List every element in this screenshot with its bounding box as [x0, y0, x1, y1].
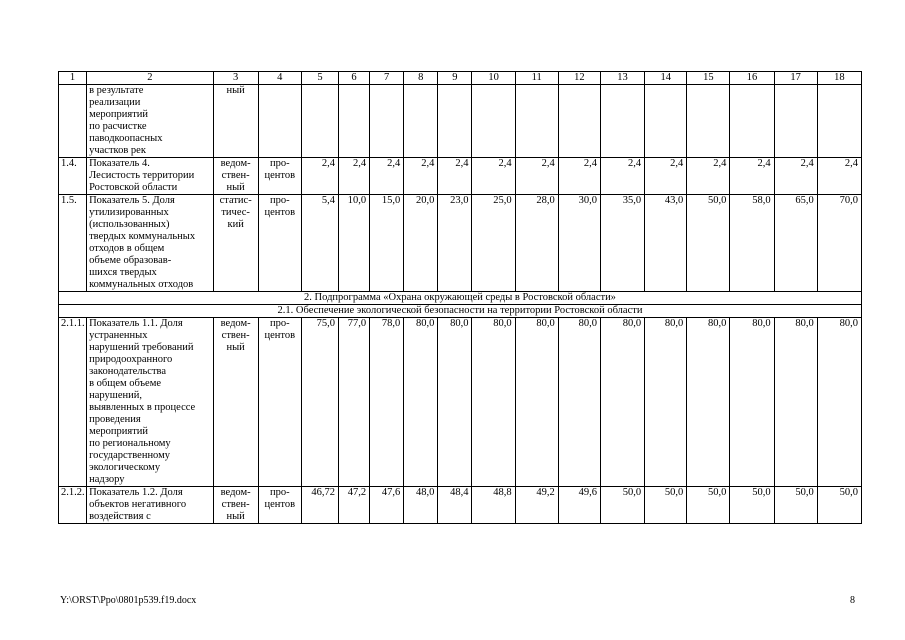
value-cell [730, 85, 774, 158]
subprogram-heading: 2. Подпрограмма «Охрана окружающей среды в Ростовской области» [59, 292, 862, 305]
indicator-name-cell: в результате реализации мероприятий по расчистке паводкоопасных участков рек [87, 85, 213, 158]
value-cell: 23,0 [438, 195, 472, 292]
indicator-name-cell: Показатель 5. Доля утилизированных (использованных) твердых коммунальных отходов в общем объеме образовав- шихся твердых коммунальных отходов [87, 195, 213, 292]
table-row-2-1-2 [59, 487, 862, 524]
value-cell [515, 85, 558, 158]
value-cell [645, 85, 687, 158]
unit-cell: про- центов [258, 158, 301, 195]
value-cell [558, 85, 600, 158]
table-row-1-5 [59, 195, 862, 292]
value-cell: 2,4 [817, 158, 861, 195]
header-cell: 9 [438, 72, 472, 85]
value-cell: 2,4 [301, 158, 338, 195]
header-cell: 2 [87, 72, 213, 85]
value-cell [339, 85, 370, 158]
unit-cell: про- центов [258, 487, 301, 524]
header-cell: 18 [817, 72, 861, 85]
header-cell: 3 [213, 72, 258, 85]
value-cell: 50,0 [774, 487, 817, 524]
header-cell: 17 [774, 72, 817, 85]
row-number-cell: 1.5. [59, 195, 87, 292]
value-cell: 50,0 [687, 195, 730, 292]
value-cell: 30,0 [558, 195, 600, 292]
page-number: 8 [850, 595, 855, 606]
header-cell: 7 [370, 72, 404, 85]
value-cell [370, 85, 404, 158]
value-cell: 80,0 [558, 318, 600, 487]
value-cell: 2,4 [600, 158, 644, 195]
source-cell: ведом- ствен- ный [213, 158, 258, 195]
table-row-continuation [59, 85, 862, 158]
value-cell: 2,4 [645, 158, 687, 195]
value-cell: 80,0 [438, 318, 472, 487]
header-cell: 1 [59, 72, 87, 85]
unit-cell: про- центов [258, 318, 301, 487]
section-heading-row [59, 305, 862, 318]
value-cell: 65,0 [774, 195, 817, 292]
section-heading-row [59, 292, 862, 305]
value-cell: 80,0 [774, 318, 817, 487]
value-cell: 47,6 [370, 487, 404, 524]
value-cell: 2,4 [404, 158, 438, 195]
value-cell: 80,0 [600, 318, 644, 487]
row-number-cell [59, 85, 87, 158]
header-cell: 12 [558, 72, 600, 85]
value-cell: 80,0 [645, 318, 687, 487]
value-cell: 48,4 [438, 487, 472, 524]
value-cell: 2,4 [472, 158, 515, 195]
value-cell: 2,4 [515, 158, 558, 195]
value-cell: 50,0 [730, 487, 774, 524]
value-cell: 80,0 [472, 318, 515, 487]
source-cell: статис- тичес- кий [213, 195, 258, 292]
value-cell: 70,0 [817, 195, 861, 292]
header-cell: 6 [339, 72, 370, 85]
value-cell: 10,0 [339, 195, 370, 292]
value-cell: 46,72 [301, 487, 338, 524]
value-cell: 2,4 [730, 158, 774, 195]
value-cell: 80,0 [515, 318, 558, 487]
value-cell [301, 85, 338, 158]
value-cell: 43,0 [645, 195, 687, 292]
task-heading: 2.1. Обеспечение экологической безопасности на территории Ростовской области [59, 305, 862, 318]
header-cell: 15 [687, 72, 730, 85]
value-cell [472, 85, 515, 158]
value-cell: 50,0 [817, 487, 861, 524]
value-cell: 35,0 [600, 195, 644, 292]
table-row-2-1-1 [59, 318, 862, 487]
value-cell: 28,0 [515, 195, 558, 292]
value-cell: 5,4 [301, 195, 338, 292]
value-cell: 2,4 [438, 158, 472, 195]
value-cell: 80,0 [817, 318, 861, 487]
value-cell: 80,0 [687, 318, 730, 487]
row-number-cell: 1.4. [59, 158, 87, 195]
indicator-table [58, 71, 862, 524]
value-cell [687, 85, 730, 158]
row-number-cell: 2.1.2. [59, 487, 87, 524]
header-cell: 11 [515, 72, 558, 85]
header-cell: 5 [301, 72, 338, 85]
value-cell: 50,0 [600, 487, 644, 524]
value-cell: 48,8 [472, 487, 515, 524]
value-cell: 77,0 [339, 318, 370, 487]
header-cell: 14 [645, 72, 687, 85]
footer-file-path: Y:\ORST\Ppo\0801p539.f19.docx [60, 595, 197, 606]
value-cell: 2,4 [558, 158, 600, 195]
value-cell: 78,0 [370, 318, 404, 487]
table-row-1-4 [59, 158, 862, 195]
value-cell [404, 85, 438, 158]
value-cell [600, 85, 644, 158]
value-cell: 50,0 [687, 487, 730, 524]
indicator-name-cell: Показатель 4. Лесистость территории Ростовской области [87, 158, 213, 195]
source-cell: ный [213, 85, 258, 158]
value-cell: 49,2 [515, 487, 558, 524]
value-cell: 20,0 [404, 195, 438, 292]
value-cell: 58,0 [730, 195, 774, 292]
value-cell: 80,0 [404, 318, 438, 487]
header-cell: 8 [404, 72, 438, 85]
header-cell: 4 [258, 72, 301, 85]
value-cell: 47,2 [339, 487, 370, 524]
indicator-name-cell: Показатель 1.2. Доля объектов негативного воздействия с [87, 487, 213, 524]
value-cell: 15,0 [370, 195, 404, 292]
value-cell: 48,0 [404, 487, 438, 524]
value-cell: 80,0 [730, 318, 774, 487]
value-cell: 2,4 [339, 158, 370, 195]
source-cell: ведом- ствен- ный [213, 318, 258, 487]
value-cell [774, 85, 817, 158]
header-cell: 10 [472, 72, 515, 85]
value-cell: 49,6 [558, 487, 600, 524]
indicator-name-cell: Показатель 1.1. Доля устраненных нарушений требований природоохранного законодательства в общем объеме нарушений, выявленных в процессе проведения мероприятий по региональному государственному экологическому надзору [87, 318, 213, 487]
header-cell: 16 [730, 72, 774, 85]
value-cell: 50,0 [645, 487, 687, 524]
header-row [59, 72, 862, 85]
header-cell: 13 [600, 72, 644, 85]
value-cell: 2,4 [687, 158, 730, 195]
value-cell [438, 85, 472, 158]
value-cell [817, 85, 861, 158]
value-cell: 2,4 [370, 158, 404, 195]
value-cell: 2,4 [774, 158, 817, 195]
value-cell: 25,0 [472, 195, 515, 292]
value-cell: 75,0 [301, 318, 338, 487]
source-cell: ведом- ствен- ный [213, 487, 258, 524]
row-number-cell: 2.1.1. [59, 318, 87, 487]
unit-cell: про- центов [258, 195, 301, 292]
unit-cell [258, 85, 301, 158]
